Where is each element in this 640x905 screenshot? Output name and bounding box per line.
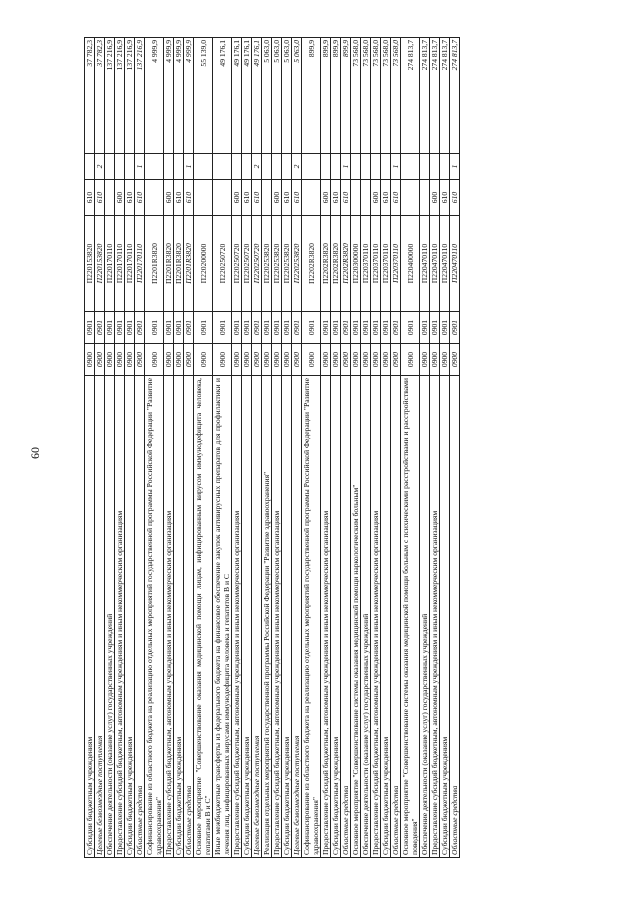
cell-amount: 73 568,0 [351,38,361,154]
cell-gr: 0900 [381,344,391,376]
cell-target-article: П220153820 [95,216,105,312]
cell-source-mark [85,154,95,180]
row-name: Субсидии бюджетным учреждениям [242,376,252,858]
cell-source-mark [381,154,391,180]
row-name: Основное мероприятие "Совершенствование системы оказания медицинской помощи больным с психическими расстройствами и расстройствами поведения" [401,376,420,858]
row-name: Софинансирование из областного бюджета на реализацию отдельных мероприятий государственной программы Российской Федерации "Развитие здравоохранения" [145,376,164,858]
cell-amount: 37 782,3 [95,38,105,154]
row-name: Обеспечение деятельности (оказание услуг) государственных учреждений [420,376,430,858]
cell-source-mark [145,154,164,180]
cell-rz: 0901 [351,312,361,344]
cell-gr: 0900 [282,344,292,376]
cell-expense-type [420,180,430,216]
cell-target-article: П220170110 [125,216,135,312]
cell-gr: 0900 [401,344,420,376]
cell-source-mark [272,154,282,180]
table-row [95,38,105,858]
row-name: Областные средства [135,376,145,858]
cell-gr: 0900 [85,344,95,376]
cell-gr: 0900 [145,344,164,376]
cell-amount: 274 813,7 [440,38,450,154]
table-row [361,38,371,858]
cell-source-mark [194,154,213,180]
cell-amount: 4 999,9 [145,38,164,154]
table-row [85,38,95,858]
budget-table-body [85,38,460,858]
row-name: Субсидии бюджетным учреждениям [282,376,292,858]
row-name: Субсидии бюджетным учреждениям [381,376,391,858]
cell-source-mark [351,154,361,180]
cell-target-article: П220153820 [85,216,95,312]
cell-rz: 0901 [164,312,174,344]
cell-source-mark [213,154,232,180]
cell-gr: 0900 [115,344,125,376]
row-name: Предоставление субсидий бюджетным, автономным учреждениям и иным некоммерческим организациям [430,376,440,858]
cell-expense-type: 600 [430,180,440,216]
table-row [194,38,213,858]
row-name: Обеспечение деятельности (оказание услуг) государственных учреждений [105,376,115,858]
cell-amount: 49 176,1 [242,38,252,154]
row-name: Реализация отдельных мероприятий государственной программы Российской Федерации "Развитие здравоохранения" [262,376,272,858]
cell-expense-type: 610 [292,180,302,216]
table-row [391,38,401,858]
cell-expense-type [194,180,213,216]
cell-amount: 49 176,1 [252,38,262,154]
cell-source-mark: 2 [95,154,105,180]
cell-expense-type [361,180,371,216]
table-row [145,38,164,858]
cell-rz: 0901 [135,312,145,344]
cell-gr: 0900 [391,344,401,376]
cell-source-mark [420,154,430,180]
row-name: Целевые безвозмездные поступления [95,376,105,858]
cell-source-mark [321,154,331,180]
cell-expense-type: 600 [371,180,381,216]
row-name: Целевые безвозмездные поступления [252,376,262,858]
table-row [105,38,115,858]
cell-rz: 0901 [125,312,135,344]
cell-source-mark: 2 [292,154,302,180]
cell-expense-type: 610 [174,180,184,216]
cell-source-mark [282,154,292,180]
cell-source-mark [125,154,135,180]
cell-target-article: П2202R3820 [302,216,321,312]
table-row [272,38,282,858]
cell-source-mark [430,154,440,180]
cell-source-mark: 2 [252,154,262,180]
cell-target-article: П220370110 [361,216,371,312]
cell-source-mark [440,154,450,180]
cell-rz: 0901 [242,312,252,344]
cell-gr: 0900 [440,344,450,376]
cell-amount: 37 782,3 [85,38,95,154]
cell-rz: 0901 [302,312,321,344]
table-row [213,38,232,858]
cell-expense-type: 610 [95,180,105,216]
cell-amount: 73 568,0 [371,38,381,154]
cell-rz: 0901 [420,312,430,344]
table-row [341,38,351,858]
row-name: Предоставление субсидий бюджетным, автономным учреждениям и иным некоммерческим организациям [272,376,282,858]
cell-source-mark: 1 [391,154,401,180]
row-name: Областные средства [391,376,401,858]
cell-expense-type: 600 [115,180,125,216]
cell-expense-type [302,180,321,216]
cell-source-mark [232,154,242,180]
cell-amount: 4 999,9 [164,38,174,154]
cell-target-article: П220250720 [232,216,242,312]
cell-gr: 0900 [272,344,282,376]
cell-expense-type: 610 [135,180,145,216]
row-name: Областные средства [341,376,351,858]
cell-rz: 0901 [361,312,371,344]
cell-amount: 5 063,0 [262,38,272,154]
cell-gr: 0900 [213,344,232,376]
cell-target-article: П220170110 [115,216,125,312]
cell-rz: 0901 [232,312,242,344]
cell-target-article: П220370110 [381,216,391,312]
cell-expense-type: 600 [164,180,174,216]
cell-amount: 4 999,9 [174,38,184,154]
cell-amount: 274 813,7 [420,38,430,154]
row-name: Областные средства [184,376,194,858]
cell-expense-type: 600 [272,180,282,216]
cell-expense-type: 610 [282,180,292,216]
cell-target-article: П220370110 [391,216,401,312]
cell-gr: 0900 [232,344,242,376]
table-row [135,38,145,858]
cell-gr: 0900 [174,344,184,376]
cell-rz: 0901 [381,312,391,344]
cell-rz: 0901 [450,312,460,344]
table-row [115,38,125,858]
cell-amount: 137 216,9 [135,38,145,154]
cell-expense-type: 610 [184,180,194,216]
cell-target-article: П220470110 [440,216,450,312]
cell-expense-type: 610 [391,180,401,216]
cell-gr: 0900 [292,344,302,376]
cell-rz: 0901 [252,312,262,344]
cell-target-article: П2202R3820 [321,216,331,312]
cell-expense-type: 610 [381,180,391,216]
table-row [381,38,391,858]
cell-amount: 137 216,9 [105,38,115,154]
cell-gr: 0900 [341,344,351,376]
cell-target-article: П220400000 [401,216,420,312]
cell-amount: 49 176,1 [213,38,232,154]
cell-expense-type: 600 [232,180,242,216]
cell-source-mark [105,154,115,180]
cell-target-article: П220253820 [282,216,292,312]
table-row [282,38,292,858]
cell-source-mark [331,154,341,180]
cell-gr: 0900 [252,344,262,376]
table-row [252,38,262,858]
table-row [232,38,242,858]
cell-amount: 274 813,7 [450,38,460,154]
cell-target-article: П220170110 [135,216,145,312]
cell-source-mark [262,154,272,180]
cell-gr: 0900 [105,344,115,376]
budget-table-container [84,38,586,858]
cell-rz: 0901 [321,312,331,344]
row-name: Основное мероприятие "Совершенствование системы оказания медицинской помощи наркологическим больным" [351,376,361,858]
table-row [420,38,430,858]
cell-expense-type: 610 [331,180,341,216]
row-name: Предоставление субсидий бюджетным, автономным учреждениям и иным некоммерческим организациям [115,376,125,858]
cell-expense-type [262,180,272,216]
cell-expense-type: 600 [321,180,331,216]
row-name: Областные средства [450,376,460,858]
cell-gr: 0900 [371,344,381,376]
cell-amount: 899,9 [302,38,321,154]
cell-expense-type [105,180,115,216]
cell-gr: 0900 [420,344,430,376]
cell-gr: 0900 [361,344,371,376]
cell-source-mark [164,154,174,180]
cell-amount: 137 216,9 [125,38,135,154]
cell-amount: 899,9 [331,38,341,154]
cell-target-article: П220253820 [262,216,272,312]
cell-gr: 0900 [351,344,361,376]
cell-rz: 0901 [262,312,272,344]
cell-amount: 49 176,1 [232,38,242,154]
cell-target-article: П2201R3820 [184,216,194,312]
table-row [125,38,135,858]
cell-target-article: П220470110 [450,216,460,312]
table-row [450,38,460,858]
table-row [401,38,420,858]
cell-rz: 0901 [272,312,282,344]
cell-expense-type [401,180,420,216]
table-row [164,38,174,858]
cell-amount: 4 999,9 [184,38,194,154]
cell-target-article: П2201R3820 [145,216,164,312]
cell-rz: 0901 [105,312,115,344]
cell-source-mark [174,154,184,180]
cell-rz: 0901 [292,312,302,344]
cell-rz: 0901 [95,312,105,344]
row-name: Субсидии бюджетным учреждениям [85,376,95,858]
cell-target-article: П220200000 [194,216,213,312]
cell-amount: 55 139,0 [194,38,213,154]
cell-rz: 0901 [85,312,95,344]
table-row [440,38,450,858]
cell-amount: 274 813,7 [401,38,420,154]
cell-gr: 0900 [95,344,105,376]
cell-target-article: П220300000 [351,216,361,312]
cell-amount: 73 568,0 [391,38,401,154]
cell-gr: 0900 [164,344,174,376]
cell-rz: 0901 [341,312,351,344]
cell-rz: 0901 [440,312,450,344]
cell-rz: 0901 [430,312,440,344]
cell-target-article: П220253820 [292,216,302,312]
table-row [262,38,272,858]
cell-rz: 0901 [331,312,341,344]
cell-expense-type: 610 [252,180,262,216]
cell-amount: 899,9 [341,38,351,154]
row-name: Обеспечение деятельности (оказание услуг) государственных учреждений [361,376,371,858]
cell-rz: 0901 [401,312,420,344]
cell-target-article: П220250720 [242,216,252,312]
row-name: Субсидии бюджетным учреждениям [125,376,135,858]
table-row [184,38,194,858]
table-row [351,38,361,858]
row-name: Субсидии бюджетным учреждениям [174,376,184,858]
cell-gr: 0900 [194,344,213,376]
table-row [242,38,252,858]
cell-rz: 0901 [194,312,213,344]
cell-gr: 0900 [262,344,272,376]
row-name: Предоставление субсидий бюджетным, автономным учреждениям и иным некоммерческим организациям [321,376,331,858]
table-row [302,38,321,858]
cell-target-article: П2201R3820 [164,216,174,312]
cell-rz: 0901 [282,312,292,344]
cell-target-article: П2202R3820 [331,216,341,312]
cell-amount: 274 813,7 [430,38,440,154]
row-name: Субсидии бюджетным учреждениям [331,376,341,858]
cell-expense-type: 610 [341,180,351,216]
cell-rz: 0901 [184,312,194,344]
cell-rz: 0901 [391,312,401,344]
cell-amount: 137 216,9 [115,38,125,154]
cell-rz: 0901 [115,312,125,344]
cell-source-mark [115,154,125,180]
row-name: Предоставление субсидий бюджетным, автономным учреждениям и иным некоммерческим организациям [164,376,174,858]
row-name: Софинансирование из областного бюджета на реализацию отдельных мероприятий государственной программы Российской Федерации "Развитие здравоохранения" [302,376,321,858]
cell-source-mark [371,154,381,180]
cell-gr: 0900 [430,344,440,376]
table-row [371,38,381,858]
cell-expense-type: 610 [440,180,450,216]
row-name: Предоставление субсидий бюджетным, автономным учреждениям и иным некоммерческим организациям [232,376,242,858]
table-row [331,38,341,858]
cell-gr: 0900 [302,344,321,376]
cell-gr: 0900 [450,344,460,376]
cell-expense-type [145,180,164,216]
cell-gr: 0900 [331,344,341,376]
cell-amount: 73 568,0 [381,38,391,154]
cell-target-article: П2201R3820 [174,216,184,312]
table-row [174,38,184,858]
cell-target-article: П220170110 [105,216,115,312]
cell-target-article: П220250720 [252,216,262,312]
cell-rz: 0901 [174,312,184,344]
cell-gr: 0900 [184,344,194,376]
cell-rz: 0901 [145,312,164,344]
table-row [430,38,440,858]
cell-expense-type: 610 [85,180,95,216]
cell-source-mark: 1 [450,154,460,180]
cell-amount: 899,9 [321,38,331,154]
cell-source-mark [242,154,252,180]
cell-expense-type [351,180,361,216]
cell-target-article: П220250720 [213,216,232,312]
cell-gr: 0900 [125,344,135,376]
cell-expense-type [213,180,232,216]
cell-source-mark: 1 [184,154,194,180]
row-name: Иные межбюджетные трансферты из федерального бюджета на финансовое обеспечение закупок антивирусных препаратов для профилактики и лечения лиц, инфицированных вирусами иммунодефицита человека и гепатитов В и С [213,376,232,858]
cell-target-article: П220370110 [371,216,381,312]
cell-target-article: П2202R3820 [341,216,351,312]
cell-expense-type: 610 [242,180,252,216]
cell-amount: 5 063,0 [282,38,292,154]
budget-table [84,37,460,858]
cell-amount: 73 568,0 [361,38,371,154]
cell-source-mark: 1 [135,154,145,180]
row-name: Субсидии бюджетным учреждениям [440,376,450,858]
cell-source-mark [302,154,321,180]
cell-rz: 0901 [213,312,232,344]
page-number: 60 [28,447,42,459]
cell-gr: 0900 [242,344,252,376]
cell-source-mark [401,154,420,180]
cell-source-mark: 1 [341,154,351,180]
cell-target-article: П220253820 [272,216,282,312]
cell-amount: 5 063,0 [272,38,282,154]
cell-expense-type: 610 [125,180,135,216]
cell-target-article: П220470110 [420,216,430,312]
row-name: Основное мероприятие "Совершенствование оказания медицинской помощи лицам, инфицированным вирусом иммунодефицита человека, гепатитами В и С" [194,376,213,858]
table-row [321,38,331,858]
cell-target-article: П220470110 [430,216,440,312]
cell-source-mark [361,154,371,180]
cell-gr: 0900 [135,344,145,376]
row-name: Предоставление субсидий бюджетным, автономным учреждениям и иным некоммерческим организациям [371,376,381,858]
cell-amount: 5 063,0 [292,38,302,154]
cell-gr: 0900 [321,344,331,376]
table-row [292,38,302,858]
cell-expense-type: 610 [450,180,460,216]
cell-rz: 0901 [371,312,381,344]
row-name: Целевые безвозмездные поступления [292,376,302,858]
